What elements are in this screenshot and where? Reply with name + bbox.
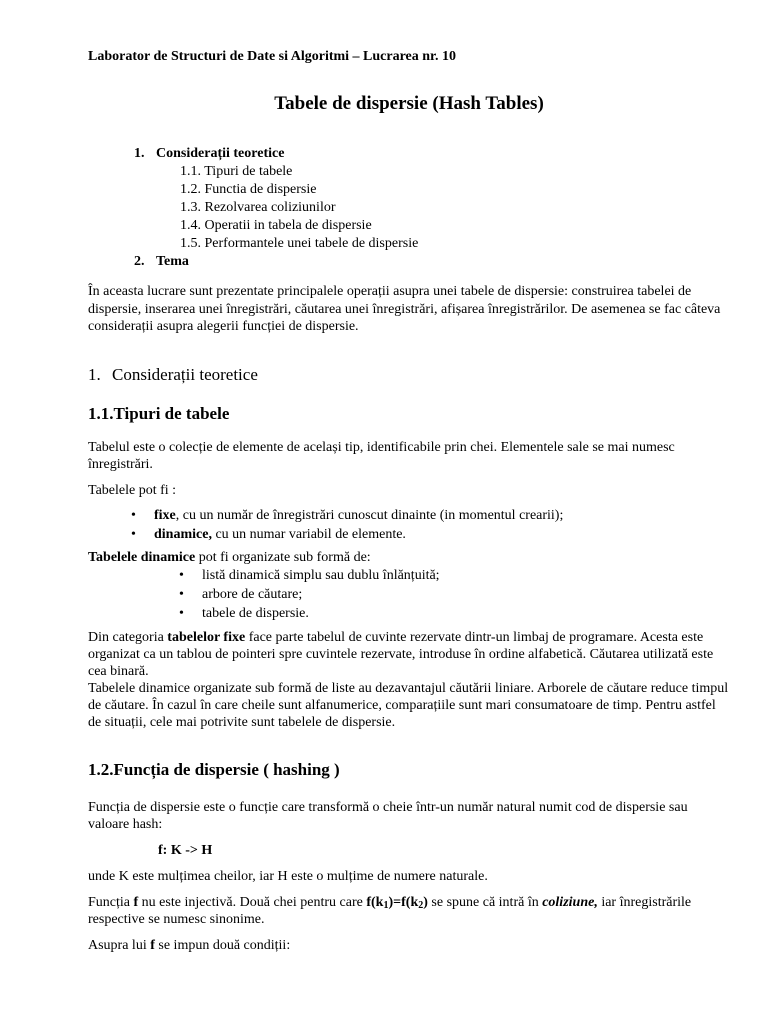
collision-text-a: Funcția (88, 894, 134, 910)
conditions-text-b: se impun două condiții: (154, 937, 291, 953)
list-item-bold: fixe (154, 507, 176, 523)
list-item: • arbore de căutare; (202, 585, 730, 604)
conditions-text-a: Asupra lui (88, 937, 151, 953)
list-item (154, 506, 730, 525)
list-item: • listă dinamică simplu sau dublu înlănțuită; (202, 566, 730, 585)
toc-item-2-label: Tema (156, 254, 189, 269)
document-page (88, 48, 730, 954)
eq-sub: 1 (383, 899, 389, 911)
dynamic-tables-text: pot fi organizate sub formă de: (195, 549, 371, 565)
toc-subitem: 1.1. Tipuri de tabele (180, 164, 293, 179)
toc-item-1-label: Considerații teoretice (156, 146, 285, 161)
toc-item-1-num: 1. (134, 146, 145, 161)
conditions-f-bold: f (150, 937, 155, 953)
toc-subitem: 1.2. Functia de dispersie (180, 182, 317, 197)
lab-header: Laborator de Structuri de Date si Algoritmi – Lucrarea nr. 10 (88, 49, 456, 64)
dynamic-tables-bold: Tabelele dinamice (88, 549, 196, 565)
fixed-tables-text-a: Din categoria (88, 629, 168, 645)
list-item (154, 525, 730, 544)
subsection-1-1-heading: 1.1.Tipuri de tabele (88, 403, 230, 423)
section-1-num: 1. (88, 364, 101, 384)
collision-equation (366, 895, 428, 910)
conditions-paragraph (88, 937, 730, 954)
fixed-tables-bold: tabelelor fixe (167, 629, 246, 645)
hash-formula: f: K -> H (158, 842, 213, 858)
eq-part: )=f(k (388, 894, 419, 910)
toc-subitem: 1.4. Operatii in tabela de dispersie (180, 218, 372, 233)
toc-subitem: 1.5. Performantele unei tabele de dispersie (180, 236, 419, 251)
eq-part: f(k (366, 894, 384, 910)
section-1-title: Considerații teoretice (112, 364, 258, 384)
hash-function-paragraph: Funcția de dispersie este o funcție care transformă o cheie într-un număr natural numit cod de dispersie sau valoare hash: (88, 799, 688, 832)
collision-f-bold: f (133, 894, 139, 910)
page-title: Tabele de dispersie (Hash Tables) (274, 93, 544, 114)
tables-definition-paragraph: Tabelul este o colecție de elemente de același tip, identificabile prin chei. Elementele sale se mai numesc înregistrări. (88, 439, 675, 472)
eq-sub: 2 (418, 899, 424, 911)
list-item-text: , cu un număr de înregistrări cunoscut dinainte (in momentul crearii); (175, 507, 564, 523)
collision-text-b: nu este injectivă. Două chei pentru care (138, 894, 367, 910)
fixed-tables-text-b: face parte tabelul de cuvinte rezervate dintr-un limbaj de programare. Acesta este organizat ca un tablou de pointeri spre cuvintele rezervate, introduse în ordine alfabetică. Căutarea utilizată este cea binară. (88, 629, 714, 679)
dynamic-organization-list (88, 566, 730, 623)
toc-item-2-num: 2. (134, 254, 145, 269)
list-item-text: cu un numar variabil de elemente. (211, 526, 406, 542)
table-types-list (88, 506, 730, 544)
collision-paragraph (88, 894, 730, 928)
collision-text-d: iar înregistrările respective se numesc sinonime. (88, 894, 692, 927)
toc-item-1 (134, 145, 730, 163)
toc-item-2 (134, 253, 730, 271)
eq-part: ) (423, 894, 428, 910)
subsection-1-2-heading: 1.2.Funcția de dispersie ( hashing ) (88, 759, 340, 779)
intro-paragraph: În aceasta lucrare sunt prezentate principalele operații asupra unei tabele de dispersie: construirea tabelei de dispersie, inserarea unei înregistrări, căutarea unei înregistrări, afișarea înregistrărilor. De asemenea se fac câteva considerații asupra alegerii funcției de dispersie. (88, 284, 721, 334)
keys-set-paragraph: unde K este mulțimea cheilor, iar H este o mulțime de numere naturale. (88, 868, 488, 884)
tables-can-be-paragraph: Tabelele pot fi : (88, 482, 177, 498)
toc-subitem: 1.3. Rezolvarea coliziunilor (180, 200, 336, 215)
section-1-heading (88, 365, 730, 385)
collision-text-c: se spune că intră în (427, 894, 543, 910)
list-item: • tabele de dispersie. (202, 604, 730, 623)
fixed-tables-paragraph (88, 629, 730, 680)
table-of-contents (88, 145, 730, 271)
dynamic-tables-paragraph (88, 549, 730, 566)
list-item-bold: dinamice, (154, 526, 212, 542)
collision-italic: coliziune, (542, 894, 598, 910)
dynamic-lists-paragraph: Tabelele dinamice organizate sub formă de liste au dezavantajul căutării liniare. Arborele de căutare reduce timpul de căutare. În cazul în care cheile sunt alfanumerice, comparațiile sunt mari consumatoare de timp. Pentru astfel de situații, cele mai potrivite sunt tabelele de dispersie. (88, 680, 729, 730)
